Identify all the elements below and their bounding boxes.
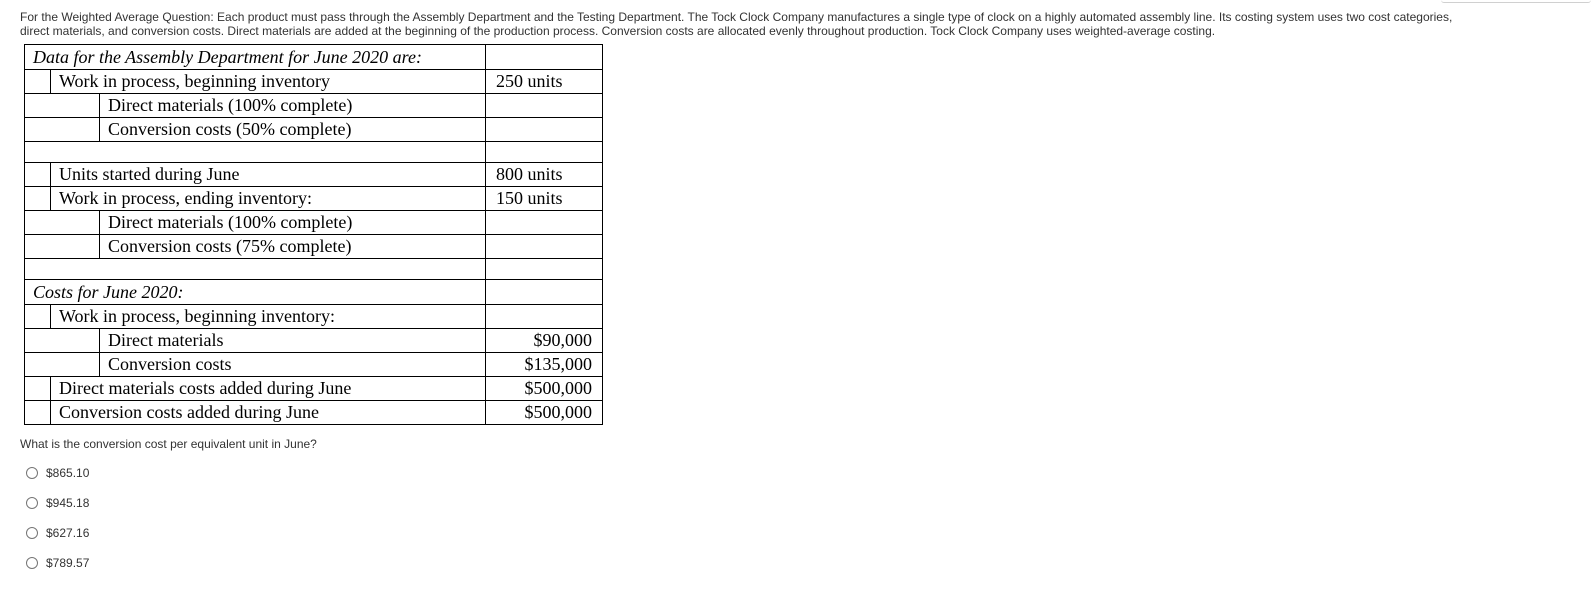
answer-option[interactable]	[26, 555, 89, 571]
intro-line-1: For the Weighted Average Question: Each product must pass through the Assembly Department and the Testing Department. The Tock Clock Company manufactures a single type of clock on a highly automated assembly line. Its costing system uses two cost categories,	[20, 10, 1453, 24]
answer-option[interactable]	[26, 525, 89, 541]
answer-option-label: $789.57	[46, 556, 90, 570]
wip-begin-value: 250 units	[486, 70, 603, 94]
table-row	[25, 401, 603, 425]
table-row	[25, 94, 603, 118]
question-text: What is the conversion cost per equivalent unit in June?	[20, 437, 317, 451]
cc-added-value: $500,000	[486, 401, 603, 425]
units-started-value: 800 units	[486, 163, 603, 187]
table-row	[25, 377, 603, 401]
table-row	[25, 329, 603, 353]
costs-cc-label: Conversion costs	[100, 353, 486, 377]
table-row	[25, 280, 603, 305]
table-row	[25, 259, 603, 280]
question-intro	[20, 10, 1585, 38]
dm-added-label: Direct materials costs added during June	[51, 377, 486, 401]
radio-button[interactable]	[26, 527, 38, 539]
cc-begin-label: Conversion costs (50% complete)	[100, 118, 486, 142]
table-row	[25, 187, 603, 211]
table-row	[25, 118, 603, 142]
answer-option-label: $945.18	[46, 496, 90, 510]
costs-wip-label: Work in process, beginning inventory:	[51, 305, 486, 329]
table-row	[25, 142, 603, 163]
costs-cc-value: $135,000	[486, 353, 603, 377]
table-row	[25, 235, 603, 259]
table-row	[25, 70, 603, 94]
table-row	[25, 163, 603, 187]
table-row	[25, 45, 603, 70]
intro-line-2: direct materials, and conversion costs. Direct materials are added at the beginning of the production process. Conversion costs are allocated evenly throughout production. Tock Clock Company uses weighted-average costing.	[20, 24, 1216, 38]
dm-begin-label: Direct materials (100% complete)	[100, 94, 486, 118]
table-row	[25, 211, 603, 235]
wip-end-value: 150 units	[486, 187, 603, 211]
table-heading-costs: Costs for June 2020:	[25, 280, 486, 305]
cc-added-label: Conversion costs added during June	[51, 401, 486, 425]
costs-dm-value: $90,000	[486, 329, 603, 353]
top-right-border	[1441, 0, 1591, 3]
wip-end-label: Work in process, ending inventory:	[51, 187, 486, 211]
radio-button[interactable]	[26, 467, 38, 479]
table-heading-data: Data for the Assembly Department for June 2020 are:	[25, 45, 486, 70]
assembly-data-table	[24, 44, 603, 425]
wip-begin-label: Work in process, beginning inventory	[51, 70, 486, 94]
answer-option-label: $627.16	[46, 526, 90, 540]
dm-end-label: Direct materials (100% complete)	[100, 211, 486, 235]
radio-button[interactable]	[26, 557, 38, 569]
answer-option-label: $865.10	[46, 466, 90, 480]
answer-options	[26, 465, 89, 585]
table-row	[25, 305, 603, 329]
units-started-label: Units started during June	[51, 163, 486, 187]
answer-option[interactable]	[26, 495, 89, 511]
answer-option[interactable]	[26, 465, 89, 481]
costs-dm-label: Direct materials	[100, 329, 486, 353]
radio-button[interactable]	[26, 497, 38, 509]
cc-end-label: Conversion costs (75% complete)	[100, 235, 486, 259]
table-row	[25, 353, 603, 377]
dm-added-value: $500,000	[486, 377, 603, 401]
